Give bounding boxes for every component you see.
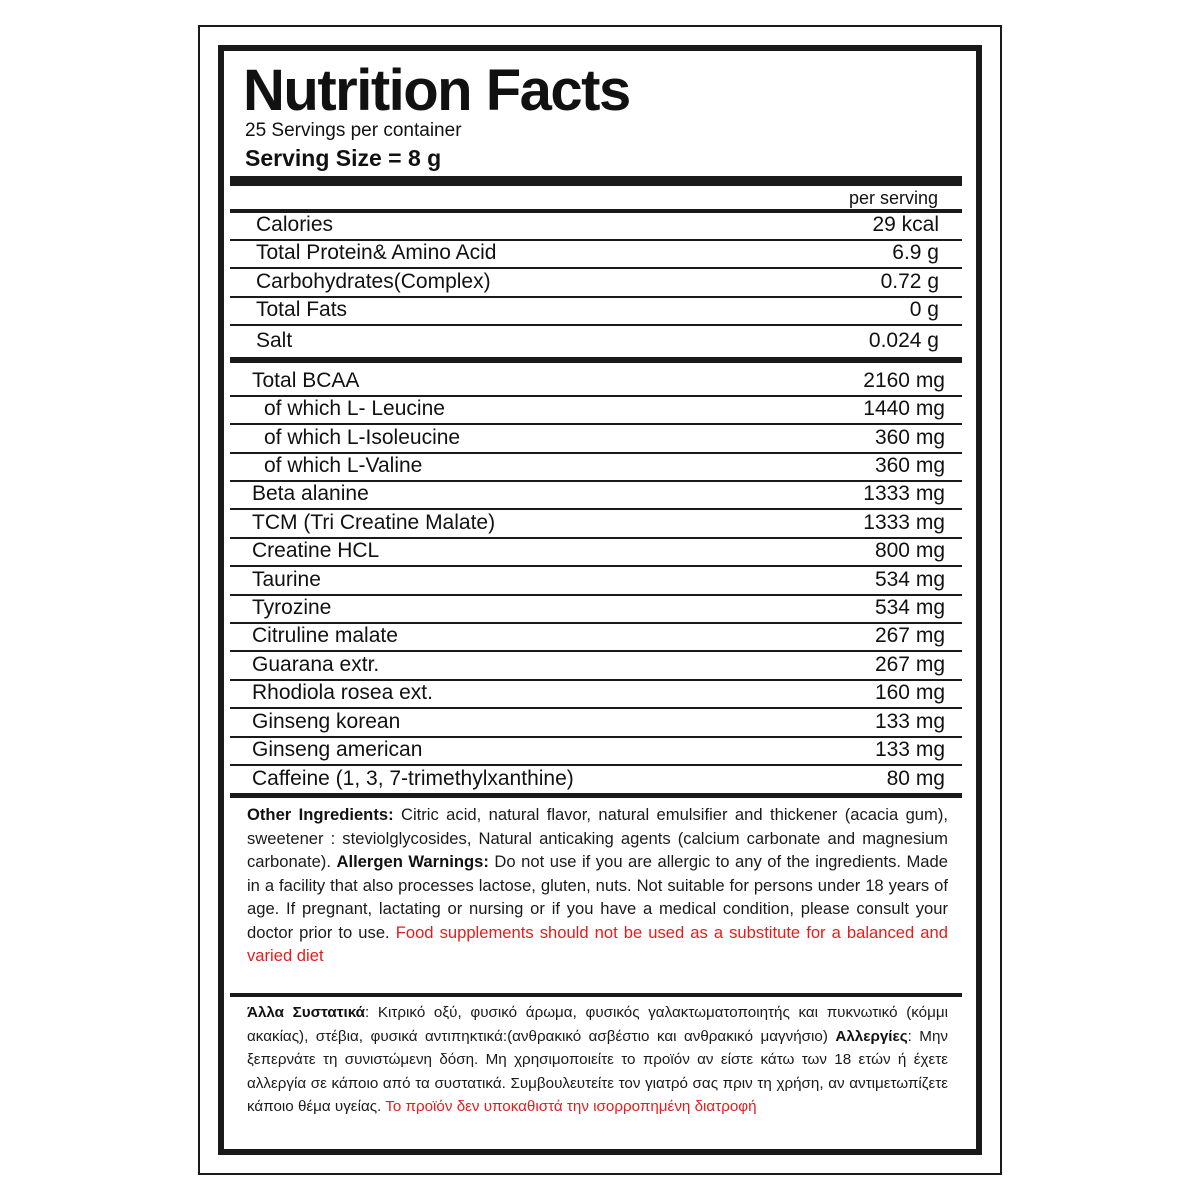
ingredient-amount: 360 mg [874, 454, 945, 477]
nutrient-name: Calories [256, 213, 334, 236]
ingredient-row [230, 482, 962, 510]
ingredient-name: of which L-Isoleucine [264, 426, 461, 449]
section-rule [230, 993, 962, 997]
nutrient-value: 0 g [909, 298, 939, 321]
ingredient-amount: 800 mg [874, 539, 945, 562]
greek-supplement-warning: Το προϊόν δεν υποκαθιστά την ισορροπημένη διατροφή [385, 1098, 757, 1115]
section-rule [230, 793, 962, 798]
other-ingredients-text: Citric acid, natural flavor, natural emulsifier and thickener (acacia gum), sweetener : steviolglycosides, Natural anticaking agents (calcium carbonate and magnesium carbonate). [247, 805, 948, 871]
greek-ingredients-text: : Κιτρικό οξύ, φυσικό άρωμα, φυσικός γαλακτωματοποιητής και πυκνωτικό (κόμμι ακακίας), στέβια, φυσικά αντιπηκτικά:(ανθρακικό ασβέστιο και ανθρακικό μαγνήσιο) [247, 1004, 948, 1045]
servings-per-container: 25 Servings per container [245, 120, 462, 141]
nutrient-row [230, 241, 962, 269]
ingredient-row [230, 454, 962, 482]
serving-size: Serving Size = 8 g [245, 145, 442, 171]
ingredient-amount: 160 mg [874, 681, 945, 704]
ingredient-amount: 1440 mg [863, 397, 945, 420]
ingredient-row [230, 369, 962, 397]
other-ingredients-heading: Other Ingredients: [247, 805, 394, 824]
ingredient-amount: 267 mg [874, 653, 945, 676]
label-title: Nutrition Facts [243, 58, 630, 123]
nutrient-row [230, 298, 962, 326]
greek-allergens-heading: Αλλεργίες [835, 1027, 908, 1045]
nutrient-value: 29 kcal [872, 213, 939, 236]
ingredient-row [230, 397, 962, 425]
ingredient-row [230, 710, 962, 738]
ingredient-row [230, 568, 962, 596]
ingredient-row [230, 624, 962, 652]
ingredient-amount: 2160 mg [863, 369, 945, 392]
nutrient-row [230, 213, 962, 241]
thick-rule-top [230, 176, 962, 186]
ingredient-name: Guarana extr. [252, 653, 380, 676]
ingredient-name: Tyrozine [252, 596, 332, 619]
ingredient-name: of which L- Leucine [264, 397, 445, 420]
ingredient-name: Beta alanine [252, 482, 369, 505]
ingredient-name: Taurine [252, 568, 321, 591]
greek-allergens-text: : Μην ξεπερνάτε τη συνιστώμενη δόση. Μη χρησιμοποιείτε το προϊόν αν είστε κάτω των 18 ετών ή έχετε αλλεργία σε κάποιο από τα συστατικά. Συμβουλευτείτε τον γιατρό σας πριν τη χρήση, αν αντιμετωπίζετε κάποιο θέμα υγείας. [247, 1027, 948, 1115]
nutrient-name: Total Fats [256, 298, 348, 321]
section-rule [230, 357, 962, 363]
ingredient-name: Ginseng american [252, 738, 423, 761]
ingredient-row [230, 539, 962, 567]
nutrient-value: 0.72 g [880, 270, 939, 293]
ingredient-row [230, 766, 962, 793]
ingredient-name: Citruline malate [252, 624, 398, 647]
ingredient-name: Rhodiola rosea ext. [252, 681, 433, 704]
ingredient-row [230, 681, 962, 709]
nutrient-name: Total Protein& Amino Acid [256, 241, 497, 264]
per-serving-header: per serving [848, 188, 938, 208]
ingredient-row [230, 596, 962, 624]
nutrient-row [230, 327, 962, 357]
english-ingredients-allergens [247, 803, 948, 968]
ingredient-amount: 133 mg [874, 710, 945, 733]
ingredient-row [230, 653, 962, 681]
ingredient-name: TCM (Tri Creatine Malate) [252, 511, 496, 534]
ingredient-row [230, 426, 962, 454]
ingredient-amount: 360 mg [874, 426, 945, 449]
nutrient-value: 0.024 g [868, 329, 939, 352]
ingredient-amount: 534 mg [874, 596, 945, 619]
ingredient-amount: 267 mg [874, 624, 945, 647]
nutrient-value: 6.9 g [892, 241, 939, 264]
ingredient-amount: 534 mg [874, 568, 945, 591]
ingredient-name: Creatine HCL [252, 539, 380, 562]
ingredient-amount: 1333 mg [863, 511, 945, 534]
nutrient-name: Carbohydrates(Complex) [256, 270, 491, 293]
greek-ingredients-allergens [247, 1001, 948, 1119]
nutrient-row [230, 270, 962, 298]
ingredient-name: Ginseng korean [252, 710, 401, 733]
ingredient-row [230, 738, 962, 766]
nutrient-name: Salt [256, 329, 293, 352]
ingredient-amount: 1333 mg [863, 482, 945, 505]
supplement-warning: Food supplements should not be used as a substitute for a balanced and varied diet [247, 922, 948, 965]
greek-ingredients-heading: Άλλα Συστατικά [247, 1004, 366, 1021]
ingredient-name: Total BCAA [252, 369, 360, 392]
ingredient-name: of which L-Valine [264, 454, 423, 477]
ingredient-name: Caffeine (1, 3, 7-trimethylxanthine) [252, 767, 574, 790]
allergen-warnings-text: Do not use if you are allergic to any of the ingredients. Made in a facility that also processes lactose, gluten, nuts. Not suitable for persons under 18 years of age. If pregnant, lactating or nursing or if you have a medical condition, please consult your doctor prior to use. [247, 852, 948, 942]
allergen-warnings-heading: Allergen Warnings: [336, 852, 489, 871]
ingredient-row [230, 511, 962, 539]
ingredient-amount: 80 mg [886, 767, 945, 790]
ingredient-amount: 133 mg [874, 738, 945, 761]
